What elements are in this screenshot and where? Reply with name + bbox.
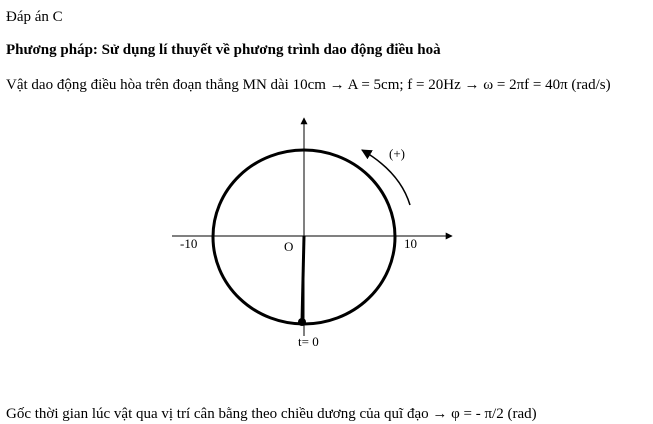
direction-label: (+) [389,146,405,161]
given-data-line: Vật dao động điều hòa trên đoạn thẳng MN dài 10cm → A = 5cm; f = 20Hz → ω = 2πf = 40π (rad/s) [6,77,611,93]
answer-line: Đáp án C [6,9,63,25]
origin-label: O [284,239,294,254]
left-tick-label: -10 [180,236,198,251]
method-heading: Phương pháp: Sử dụng lí thuyết về phương trình dao động điều hoà [6,42,441,58]
right-tick-label: 10 [404,236,417,251]
conclusion-line: Gốc thời gian lúc vật qua vị trí cân bằng theo chiều dương của quĩ đạo → φ = - π/2 (rad) [6,406,537,422]
initial-point [298,318,306,326]
t0-label: t= 0 [298,334,319,349]
radius-line [302,236,304,322]
